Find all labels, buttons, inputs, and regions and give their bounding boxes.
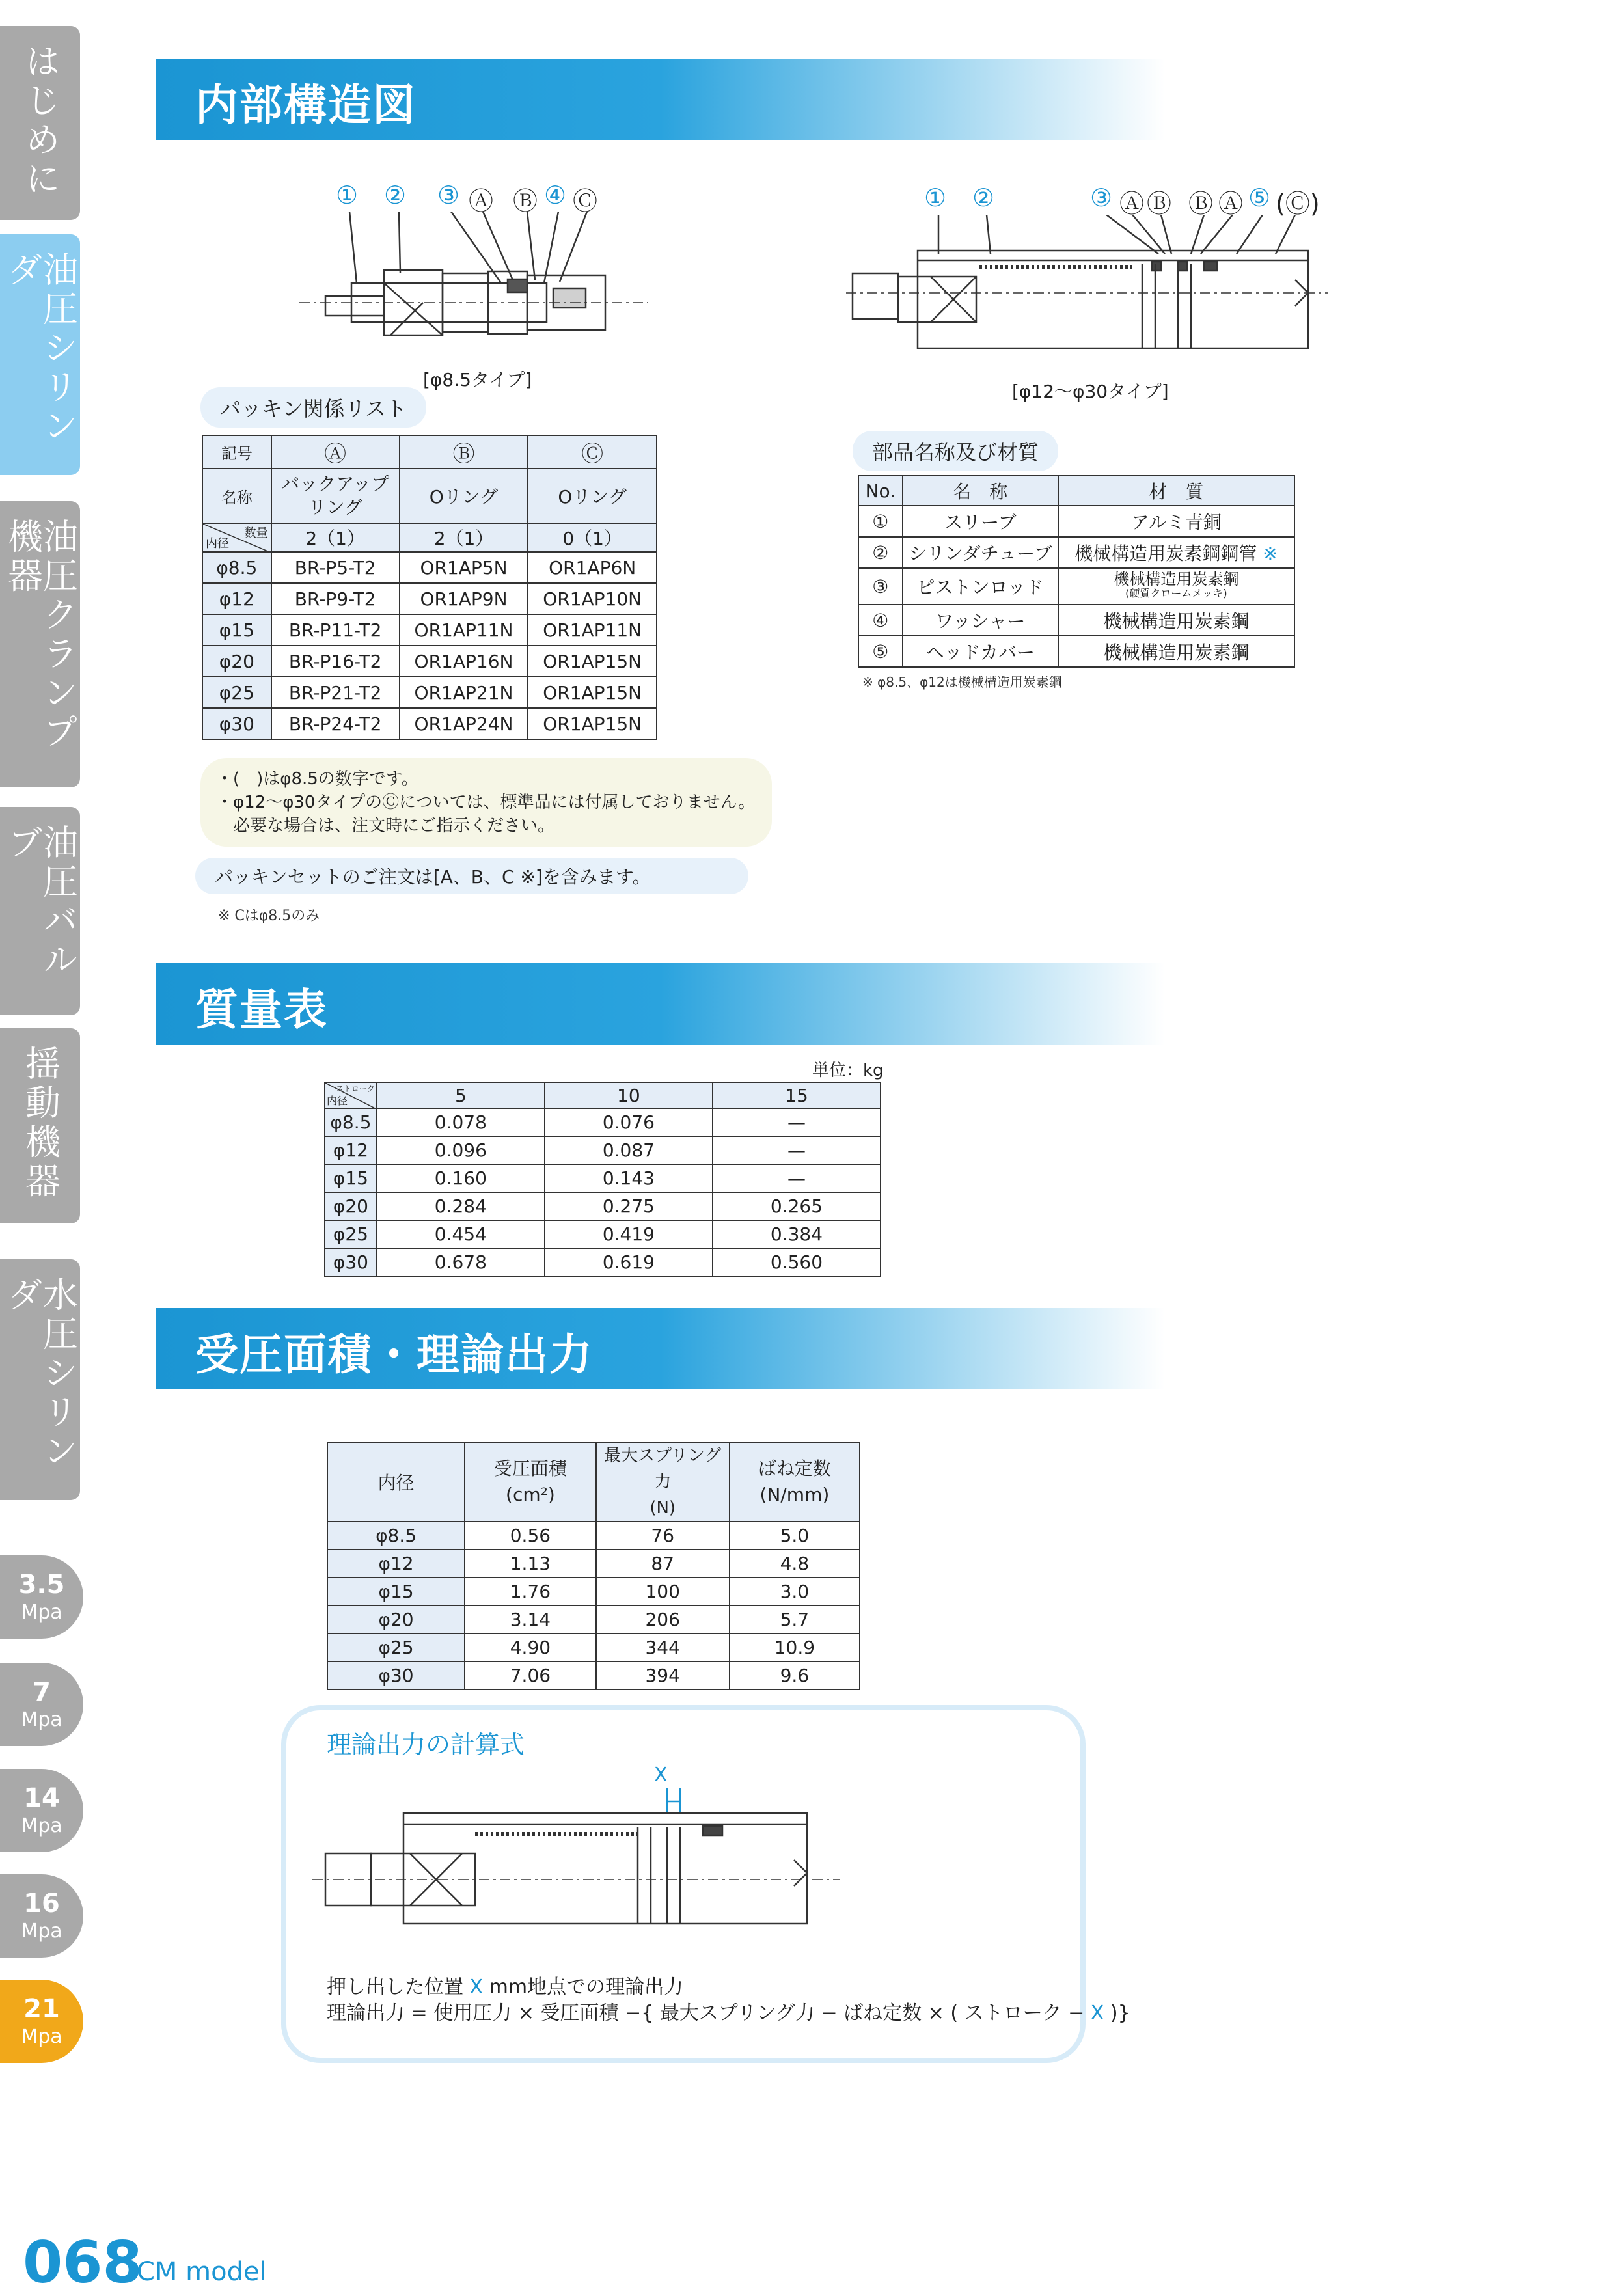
table-row <box>327 1633 860 1661</box>
part-label-3: ③ <box>437 181 460 210</box>
packing-label-b: Ⓑ <box>1147 189 1172 218</box>
bore-cell: φ15 <box>325 1164 377 1192</box>
side-tab-label: 油圧シリンダ <box>2 251 79 446</box>
material-text: 機械構造用炭素鋼鋼管 <box>1074 543 1257 564</box>
bore-cell: φ25 <box>202 677 271 708</box>
force-cell: 87 <box>596 1550 730 1578</box>
mass-diag-cell <box>325 1082 377 1108</box>
formula-text: )} <box>1110 2002 1130 2025</box>
table-row <box>858 605 1294 636</box>
side-tab-hydraulic-cylinder[interactable] <box>0 234 80 475</box>
mass-cell: — <box>713 1136 881 1164</box>
parts-no: ② <box>858 537 903 568</box>
packing-table <box>202 435 657 740</box>
bore-cell: φ12 <box>327 1550 465 1578</box>
packing-order-note: パッキンセットのご注文は[A、B、C ※]を含みます。 <box>195 858 748 894</box>
packing-label-c: Ⓒ <box>573 187 598 215</box>
cylinder-section-large <box>846 215 1354 371</box>
mass-cell: 0.275 <box>545 1192 713 1220</box>
bore-cell: φ25 <box>327 1633 465 1661</box>
stroke-header: 5 <box>377 1082 545 1108</box>
table-row <box>327 1661 860 1689</box>
mass-cell: 0.284 <box>377 1192 545 1220</box>
mass-cell: 0.384 <box>713 1220 881 1248</box>
packing-a-cell: BR-P9-T2 <box>271 583 400 614</box>
area-header-force: 最大スプリング力 (N) <box>596 1442 730 1522</box>
packing-b-cell: OR1AP24N <box>400 708 528 739</box>
section-bar-structure <box>156 59 1165 140</box>
packing-header-symbol: 記号 <box>202 435 271 469</box>
bore-cell: φ8.5 <box>327 1522 465 1550</box>
packing-b-cell: OR1AP9N <box>400 583 528 614</box>
mass-cell: 0.096 <box>377 1136 545 1164</box>
packing-name-b: Oリング <box>400 469 528 523</box>
diag-bottom-label: 内径 <box>206 537 229 551</box>
side-tab-clamp[interactable] <box>0 501 80 787</box>
area-cell: 4.90 <box>465 1633 596 1661</box>
mass-cell: — <box>713 1164 881 1192</box>
parts-no: ③ <box>858 568 903 605</box>
bore-cell: φ20 <box>325 1192 377 1220</box>
material-text: 機械構造用炭素鋼 <box>1114 570 1239 588</box>
table-row <box>858 537 1294 568</box>
pressure-value: 14 <box>23 1783 60 1813</box>
side-tab-intro[interactable] <box>0 26 80 220</box>
mass-cell: 0.560 <box>713 1248 881 1276</box>
table-row <box>202 614 657 646</box>
part-label-2: ② <box>384 181 407 210</box>
bore-cell: φ25 <box>325 1220 377 1248</box>
section-bar-area <box>156 1308 1165 1389</box>
packing-c-cell: OR1AP11N <box>528 614 657 646</box>
side-tab-label: 油圧クランプ機器 <box>2 518 79 752</box>
mass-table <box>324 1082 881 1277</box>
bore-cell: φ20 <box>327 1606 465 1633</box>
parts-header-material: 材 質 <box>1058 476 1294 506</box>
area-cell: 1.76 <box>465 1578 596 1606</box>
table-row <box>325 1164 881 1192</box>
table-row <box>325 1220 881 1248</box>
force-cell: 206 <box>596 1606 730 1633</box>
table-row <box>327 1550 860 1578</box>
packing-label-a2: Ⓐ <box>1218 189 1244 218</box>
area-header-area: 受圧面積 (cm²) <box>465 1442 596 1522</box>
parts-no: ① <box>858 506 903 537</box>
packing-label-c: (Ⓒ) <box>1276 189 1320 218</box>
k-cell: 4.8 <box>730 1550 860 1578</box>
parts-material <box>1058 568 1294 605</box>
packing-diag-cell <box>202 523 271 552</box>
model-label: CM model <box>137 2257 267 2287</box>
mass-cell: 0.678 <box>377 1248 545 1276</box>
packing-name-a: バックアップ リング <box>271 469 400 523</box>
table-row <box>325 1192 881 1220</box>
parts-material <box>1058 537 1294 568</box>
area-table <box>327 1442 860 1690</box>
stroke-header: 15 <box>713 1082 881 1108</box>
table-row <box>858 568 1294 605</box>
material-subtext: (硬質クロームメッキ) <box>1125 587 1227 599</box>
parts-title: 部品名称及び材質 <box>853 431 1058 471</box>
area-cell: 3.14 <box>465 1606 596 1633</box>
area-cell: 7.06 <box>465 1661 596 1689</box>
pressure-unit: Mpa <box>21 2025 62 2048</box>
page-number: 068 <box>23 2229 143 2296</box>
mass-cell: 0.619 <box>545 1248 713 1276</box>
table-row <box>325 1248 881 1276</box>
bore-cell: φ8.5 <box>202 552 271 583</box>
side-tab-rotary[interactable] <box>0 1028 80 1223</box>
table-row <box>327 1522 860 1550</box>
packing-a-cell: BR-P24-T2 <box>271 708 400 739</box>
drawing-caption: [φ8.5タイプ] <box>423 369 532 390</box>
material-text: 機械構造用炭素鋼 <box>1103 642 1250 663</box>
table-row <box>325 1108 881 1136</box>
packing-label-b2: Ⓑ <box>1188 189 1214 218</box>
packing-notes <box>200 758 772 847</box>
area-cell: 0.56 <box>465 1522 596 1550</box>
pressure-tab-3-5[interactable] <box>0 1555 83 1639</box>
packing-name-c: Oリング <box>528 469 657 523</box>
side-tab-valve[interactable] <box>0 807 80 1015</box>
parts-table <box>858 475 1295 668</box>
packing-b-cell: OR1AP5N <box>400 552 528 583</box>
formula-box <box>281 1705 1130 2063</box>
pressure-tab-21[interactable] <box>0 1980 83 2063</box>
part-label-5: ⑤ <box>1248 184 1271 212</box>
material-text: アルミ青銅 <box>1130 512 1222 533</box>
parts-name: ワッシャー <box>903 605 1058 636</box>
drawing-caption: [φ12〜φ30タイプ] <box>1012 381 1169 402</box>
table-row <box>327 1578 860 1606</box>
drawing-phi8-5 <box>293 176 657 397</box>
packing-c-cell: OR1AP10N <box>528 583 657 614</box>
table-row <box>202 583 657 614</box>
mass-unit: 単位：kg <box>812 1061 884 1080</box>
parts-footnote: ※ φ8.5、φ12は機械構造用炭素鋼 <box>862 674 1062 690</box>
parts-header-no: No. <box>858 476 903 506</box>
packing-c-cell: OR1AP15N <box>528 677 657 708</box>
mass-cell: 0.143 <box>545 1164 713 1192</box>
pressure-value: 3.5 <box>18 1570 65 1600</box>
k-cell: 3.0 <box>730 1578 860 1606</box>
packing-b-cell: OR1AP11N <box>400 614 528 646</box>
force-cell: 394 <box>596 1661 730 1689</box>
formula-x: X <box>1090 2002 1104 2025</box>
mass-cell: 0.265 <box>713 1192 881 1220</box>
k-cell: 5.0 <box>730 1522 860 1550</box>
packing-qty-a: 2（1） <box>271 523 400 552</box>
bore-cell: φ30 <box>327 1661 465 1689</box>
formula-title: 理論出力の計算式 <box>327 1730 525 1759</box>
parts-name: シリンダチューブ <box>903 537 1058 568</box>
packing-label-a: Ⓐ <box>469 187 494 215</box>
packing-qty-b: 2（1） <box>400 523 528 552</box>
formula-text: 押し出した位置 <box>327 1976 463 1999</box>
diag-bottom-label: 内径 <box>327 1095 348 1107</box>
x-dimension-label: X <box>654 1764 668 1786</box>
packing-label-a: Ⓐ <box>1119 189 1145 218</box>
pressure-unit: Mpa <box>21 1708 62 1731</box>
section-title: 質量表 <box>195 985 328 1035</box>
pressure-unit: Mpa <box>21 1920 62 1943</box>
bore-cell: φ12 <box>202 583 271 614</box>
packing-a-cell: BR-P5-T2 <box>271 552 400 583</box>
note-line: ・φ12〜φ30タイプのⒸについては、標準品には付属しておりません。 <box>216 793 756 812</box>
pressure-tab-14[interactable] <box>0 1769 83 1852</box>
force-cell: 76 <box>596 1522 730 1550</box>
packing-symbol-a: Ⓐ <box>271 435 400 469</box>
section-title: 内部構造図 <box>195 80 417 130</box>
packing-b-cell: OR1AP16N <box>400 646 528 677</box>
parts-material <box>1058 506 1294 537</box>
k-cell: 9.6 <box>730 1661 860 1689</box>
packing-b-cell: OR1AP21N <box>400 677 528 708</box>
mass-cell: 0.076 <box>545 1108 713 1136</box>
cylinder-section-formula <box>312 1788 846 1932</box>
drawing-phi12-30 <box>846 176 1354 410</box>
mass-cell: 0.419 <box>545 1220 713 1248</box>
mass-cell: 0.078 <box>377 1108 545 1136</box>
side-tab-water-cylinder[interactable] <box>0 1259 80 1500</box>
part-label-2: ② <box>972 184 995 212</box>
bore-cell: φ20 <box>202 646 271 677</box>
bore-cell: φ8.5 <box>325 1108 377 1136</box>
packing-c-cell: OR1AP15N <box>528 708 657 739</box>
k-cell: 10.9 <box>730 1633 860 1661</box>
packing-a-cell: BR-P16-T2 <box>271 646 400 677</box>
side-tab-label: はじめに <box>20 43 61 199</box>
diag-top-label: 数量 <box>244 526 268 540</box>
material-text: 機械構造用炭素鋼 <box>1103 610 1250 632</box>
part-label-4: ④ <box>544 181 567 210</box>
side-tab-label: 揺動機器 <box>20 1045 61 1201</box>
cylinder-section-small <box>293 212 657 361</box>
area-header-k: ばね定数 (N/mm) <box>730 1442 860 1522</box>
table-row <box>202 708 657 739</box>
packing-list-title: パッキン関係リスト <box>200 387 426 428</box>
mass-cell: 0.160 <box>377 1164 545 1192</box>
pressure-tab-16[interactable] <box>0 1874 83 1958</box>
note-line: 必要な場合は、注文時にご指示ください。 <box>216 816 555 836</box>
area-header-bore: 内径 <box>327 1442 465 1522</box>
packing-c-cell: OR1AP15N <box>528 646 657 677</box>
packing-a-cell: BR-P11-T2 <box>271 614 400 646</box>
parts-header-name: 名 称 <box>903 476 1058 506</box>
material-mark: ※ <box>1263 543 1278 564</box>
table-row <box>858 636 1294 667</box>
part-label-1: ① <box>924 184 947 212</box>
force-cell: 100 <box>596 1578 730 1606</box>
table-row <box>202 677 657 708</box>
mass-cell: — <box>713 1108 881 1136</box>
table-row <box>858 506 1294 537</box>
packing-c-cell: OR1AP6N <box>528 552 657 583</box>
pressure-unit: Mpa <box>21 1601 62 1624</box>
parts-material <box>1058 636 1294 667</box>
k-cell: 5.7 <box>730 1606 860 1633</box>
table-row <box>325 1136 881 1164</box>
packing-a-cell: BR-P21-T2 <box>271 677 400 708</box>
bore-cell: φ15 <box>202 614 271 646</box>
formula-text: 理論出力 = 使用圧力 × 受圧面積 −{ 最大スプリング力 − ばね定数 × ( ストローク − <box>327 2002 1085 2025</box>
pressure-value: 21 <box>23 1994 60 2024</box>
pressure-tab-7[interactable] <box>0 1663 83 1746</box>
table-row <box>327 1606 860 1633</box>
formula-line-2 <box>327 1997 1130 2025</box>
bore-cell: φ30 <box>202 708 271 739</box>
formula-text: mm地点での理論出力 <box>489 1976 684 1999</box>
parts-name: スリーブ <box>903 506 1058 537</box>
pressure-unit: Mpa <box>21 1814 62 1837</box>
note-line: ・( )はφ8.5の数字です。 <box>216 769 418 789</box>
packing-symbol-b: Ⓑ <box>400 435 528 469</box>
parts-name: ピストンロッド <box>903 568 1058 605</box>
packing-label-b: Ⓑ <box>513 187 538 215</box>
side-tab-label: 油圧バルブ <box>2 824 79 980</box>
packing-symbol-c: Ⓒ <box>528 435 657 469</box>
side-tab-label: 水圧シリンダ <box>2 1276 79 1471</box>
pressure-value: 16 <box>23 1889 60 1919</box>
mass-cell: 0.454 <box>377 1220 545 1248</box>
parts-material <box>1058 605 1294 636</box>
packing-order-footnote: ※ Cはφ8.5のみ <box>218 908 320 924</box>
bore-cell: φ15 <box>327 1578 465 1606</box>
bore-cell: φ12 <box>325 1136 377 1164</box>
mass-cell: 0.087 <box>545 1136 713 1164</box>
pressure-value: 7 <box>33 1677 51 1707</box>
part-label-1: ① <box>336 181 359 210</box>
section-title: 受圧面積・理論出力 <box>195 1330 594 1380</box>
formula-line-1 <box>327 1971 683 1999</box>
table-row <box>202 646 657 677</box>
bore-cell: φ30 <box>325 1248 377 1276</box>
table-row <box>202 552 657 583</box>
packing-header-name: 名称 <box>202 469 271 523</box>
force-cell: 344 <box>596 1633 730 1661</box>
formula-x: X <box>469 1976 484 1999</box>
diag-top-label: ストローク <box>335 1084 375 1093</box>
stroke-header: 10 <box>545 1082 713 1108</box>
parts-no: ⑤ <box>858 636 903 667</box>
part-label-3: ③ <box>1090 184 1113 212</box>
packing-qty-c: 0（1） <box>528 523 657 552</box>
area-cell: 1.13 <box>465 1550 596 1578</box>
section-bar-mass <box>156 963 1165 1045</box>
parts-no: ④ <box>858 605 903 636</box>
parts-name: ヘッドカバー <box>903 636 1058 667</box>
